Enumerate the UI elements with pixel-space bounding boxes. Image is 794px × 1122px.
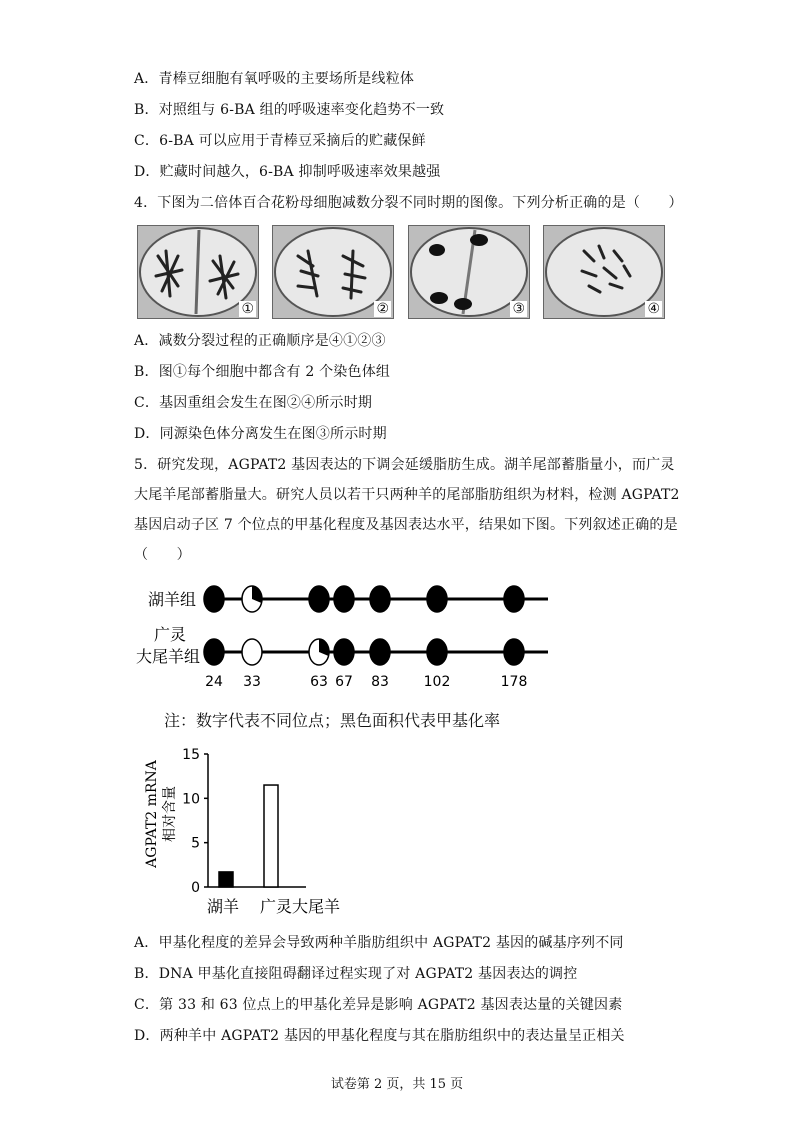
bars: [219, 785, 278, 887]
q4-option-c: C．基因重组会发生在图②④所示时期: [134, 395, 373, 411]
y-axis-label-line1: AGPAT2 mRNA: [144, 760, 160, 868]
row2-label-line2: 大尾羊组: [136, 647, 201, 666]
methylation-figure: [130, 570, 570, 700]
mrna-bar-chart: [130, 742, 370, 922]
q5-stem-line-3: 基因启动子区 7 个位点的甲基化程度及基因表达水平，结果如下图。下列叙述正确的是: [134, 517, 678, 533]
meiosis-image-4: [543, 225, 665, 319]
methylation-site-circle: [427, 639, 447, 665]
q4-option-d: D．同源染色体分离发生在图③所示时期: [134, 426, 387, 442]
image-label-4: ④: [647, 301, 660, 317]
methylation-site-circle: [370, 639, 390, 665]
methylation-site-circle: [309, 639, 329, 665]
q5-stem-line-2: 大尾羊尾部蓄脂量大。研究人员以若干只两种羊的尾部脂肪组织为材料，检测 AGPAT2: [134, 487, 680, 503]
meiosis-image-1: [137, 225, 259, 319]
site-number-label: 102: [423, 674, 451, 690]
meiosis-image-3: [408, 225, 530, 319]
y-tick-label: 5: [191, 835, 200, 852]
meiosis-image-2: [272, 225, 394, 319]
y-tick-label: 10: [182, 791, 200, 808]
site-number-label: 178: [500, 674, 528, 690]
q5-stem-line-1: 5．研究发现，AGPAT2 基因表达的下调会延缓脂肪生成。湖羊尾部蓄脂量小，而广灵: [134, 457, 675, 473]
methylation-site-circle: [242, 586, 262, 612]
y-ticks: [182, 747, 208, 896]
q5-stem-line-4: （ ）: [134, 547, 191, 563]
methylation-site-circle: [334, 639, 354, 665]
y-axis-label-line2: 相对含量: [162, 786, 178, 842]
q4-option-b: B．图①每个细胞中都含有 2 个染色体组: [134, 364, 391, 380]
methylation-site-circle: [427, 586, 447, 612]
site-number-label: 33: [243, 674, 261, 690]
site-labels: [205, 674, 527, 690]
methylation-site-circle: [204, 586, 224, 612]
site-number-label: 63: [310, 674, 328, 690]
q5-option-a: A．甲基化程度的差异会导致两种羊脂肪组织中 AGPAT2 基因的碱基序列不同: [134, 935, 624, 951]
row1-label: 湖羊组: [148, 590, 197, 609]
x-labels: [207, 897, 340, 916]
methylation-site-circle: [242, 639, 262, 665]
q3-option-d: D．贮藏时间越久，6-BA 抑制呼吸速率效果越强: [134, 164, 441, 180]
q4-stem: 4．下图为二倍体百合花粉母细胞减数分裂不同时期的图像。下列分析正确的是（ ）: [134, 195, 683, 211]
image-label-3: ③: [512, 301, 525, 317]
x-category-label: 湖羊: [206, 897, 240, 916]
q5-option-b: B．DNA 甲基化直接阻碍翻译过程实现了对 AGPAT2 基因表达的调控: [134, 966, 578, 982]
methylation-site-circle: [504, 586, 524, 612]
row2-label-line1: 广灵: [154, 625, 187, 644]
image-label-1: ①: [241, 301, 254, 317]
methylation-site-circle: [370, 586, 390, 612]
q5-option-d: D．两种羊中 AGPAT2 基因的甲基化程度与其在脂肪组织中的表达量呈正相关: [134, 1028, 625, 1044]
bar: [219, 872, 233, 887]
methylation-site-circle: [334, 586, 354, 612]
x-category-label: 广灵大尾羊: [259, 897, 341, 916]
q3-option-b: B．对照组与 6-BA 组的呼吸速率变化趋势不一致: [134, 102, 445, 118]
site-number-label: 67: [335, 674, 353, 690]
y-tick-label: 15: [182, 747, 200, 763]
bar: [264, 785, 278, 887]
site-number-label: 24: [205, 674, 223, 690]
q3-option-a: A．青棒豆细胞有氧呼吸的主要场所是线粒体: [134, 71, 415, 87]
y-tick-label: 0: [191, 880, 200, 896]
site-number-label: 83: [371, 674, 389, 690]
q4-option-a: A．减数分裂过程的正确顺序是④①②③: [134, 333, 386, 349]
methylation-site-circle: [204, 639, 224, 665]
figure-note: 注：数字代表不同位点；黑色面积代表甲基化率: [164, 711, 501, 730]
methylation-site-circle: [504, 639, 524, 665]
q5-option-c: C．第 33 和 63 位点上的甲基化差异是影响 AGPAT2 基因表达量的关键因素: [134, 997, 623, 1013]
methylation-site-circle: [309, 586, 329, 612]
image-label-2: ②: [376, 301, 389, 317]
page-footer: 试卷第 2 页，共 15 页: [330, 1077, 464, 1092]
q3-option-c: C．6-BA 可以应用于青棒豆采摘后的贮藏保鲜: [134, 133, 426, 149]
